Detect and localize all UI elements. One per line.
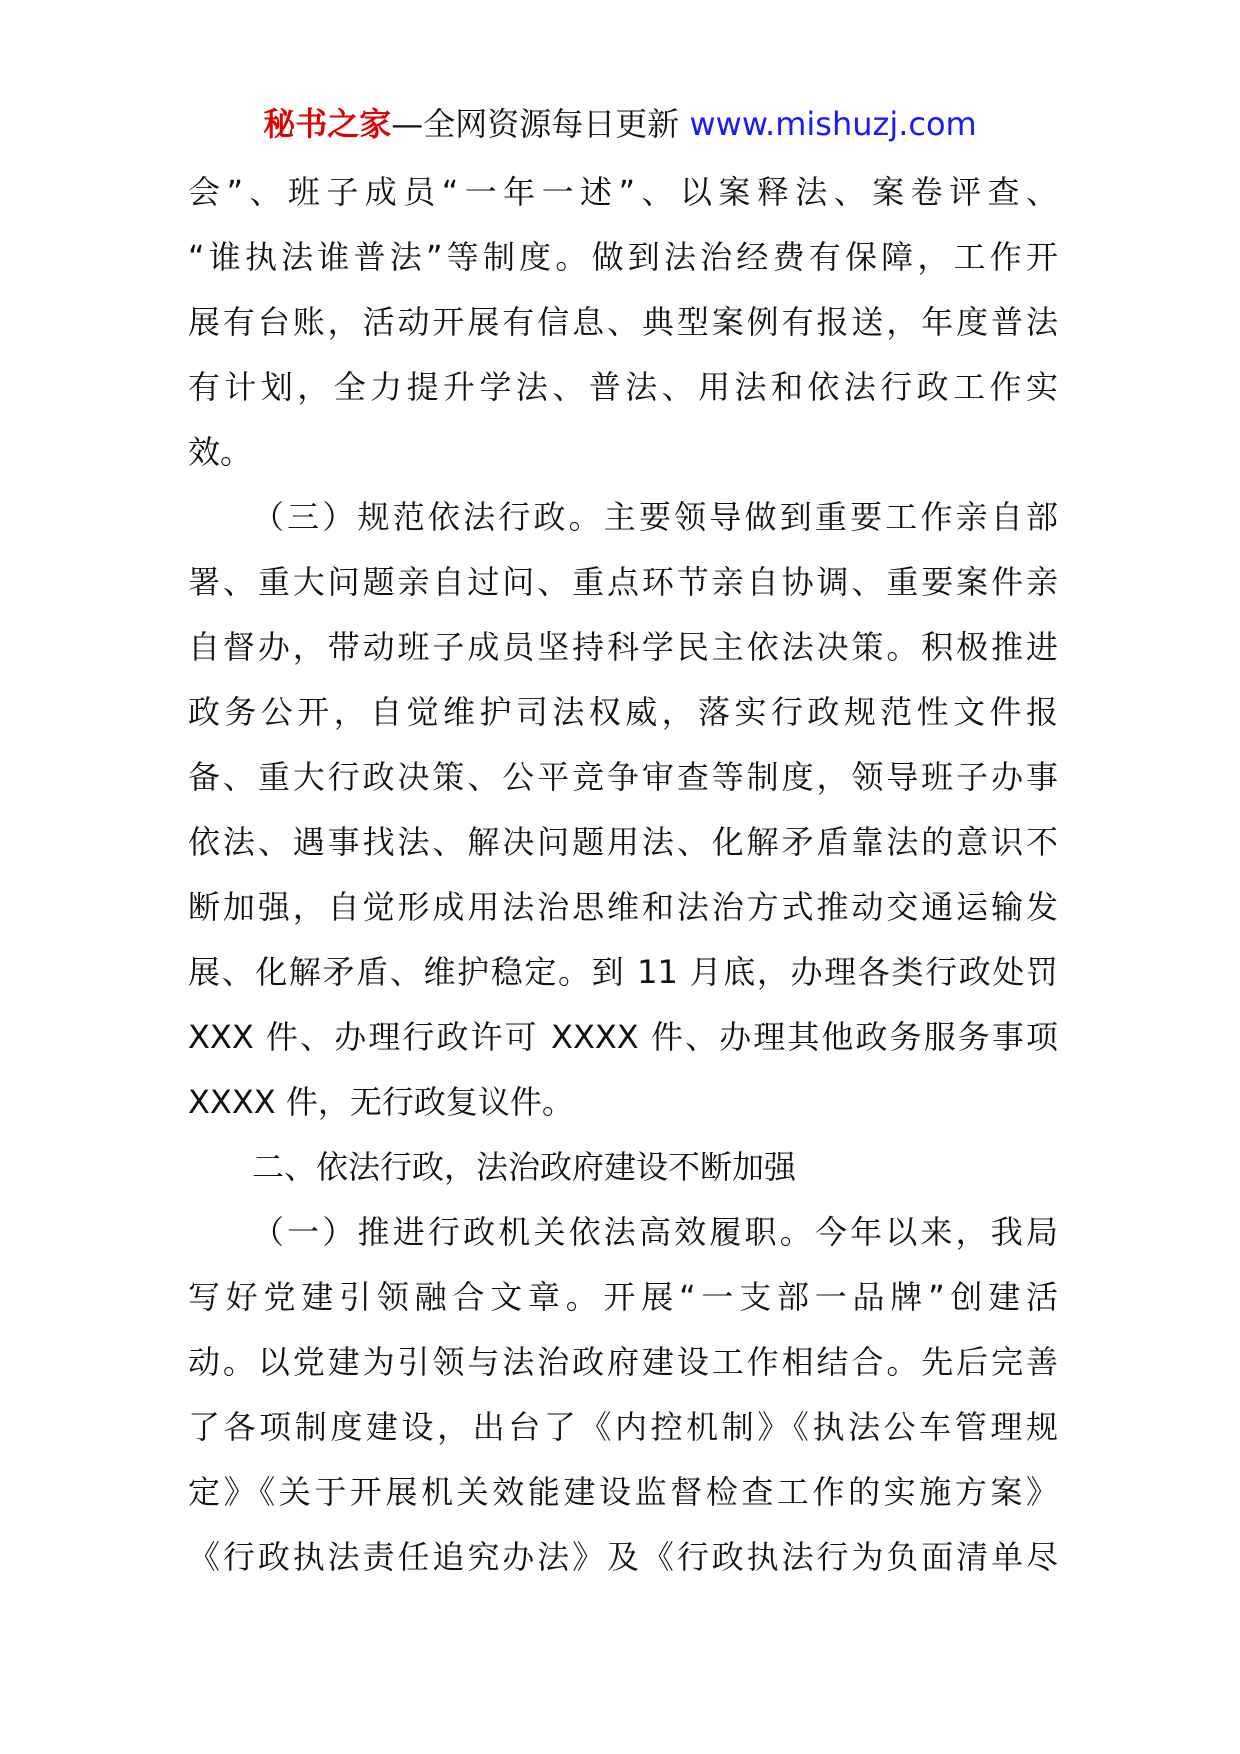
header-url[interactable]: www.mishuzj.com <box>689 105 977 143</box>
text-line: 了各项制度建设，出台了《内控机制》《执法公车管理规 <box>188 1408 1058 1446</box>
text-line: （三）规范依法行政。主要领导做到重要工作亲自部 <box>252 498 1058 536</box>
document-body <box>188 160 1058 1590</box>
text-line: 依法、遇事找法、解决问题用法、化解矛盾靠法的意识不 <box>188 823 1058 861</box>
text-line: 有计划，全力提升学法、普法、用法和依法行政工作实 <box>188 368 1058 406</box>
text-line: 写好党建引领融合文章。开展“一支部一品牌”创建活 <box>188 1278 1058 1316</box>
text-line: 展有台账，活动开展有信息、典型案例有报送，年度普法 <box>188 303 1058 341</box>
text-line: （一）推进行政机关依法高效履职。今年以来，我局 <box>252 1213 1058 1251</box>
text-line: 效。 <box>188 433 253 471</box>
text-line: 动。以党建为引领与法治政府建设工作相结合。先后完善 <box>188 1343 1058 1381</box>
header-slogan: —全网资源每日更新 <box>391 105 690 143</box>
text-line: XXX 件、办理行政许可 XXXX 件、办理其他政务服务事项 <box>188 1018 1058 1056</box>
page-header <box>0 100 1240 148</box>
text-line: 定》《关于开展机关效能建设监督检查工作的实施方案》 <box>188 1473 1058 1511</box>
text-line: 政务公开，自觉维护司法权威，落实行政规范性文件报 <box>188 693 1058 731</box>
text-line: 署、重大问题亲自过问、重点环节亲自协调、重要案件亲 <box>188 563 1058 601</box>
text-line: 会”、班子成员“一年一述”、以案释法、案卷评查、 <box>188 173 1058 211</box>
header-brand: 秘书之家 <box>263 105 392 143</box>
text-line: 自督办，带动班子成员坚持科学民主依法决策。积极推进 <box>188 628 1058 666</box>
text-line: 《行政执法责任追究办法》及《行政执法行为负面清单尽 <box>188 1538 1058 1576</box>
section-heading: 二、依法行政，法治政府建设不断加强 <box>252 1148 797 1186</box>
text-line: 备、重大行政决策、公平竞争审查等制度，领导班子办事 <box>188 758 1058 796</box>
text-line: XXXX 件，无行政复议件。 <box>188 1083 574 1121</box>
text-line: 展、化解矛盾、维护稳定。到 11 月底，办理各类行政处罚 <box>188 953 1058 991</box>
text-line: “谁执法谁普法”等制度。做到法治经费有保障，工作开 <box>188 238 1058 276</box>
text-line: 断加强，自觉形成用法治思维和法治方式推动交通运输发 <box>188 888 1058 926</box>
